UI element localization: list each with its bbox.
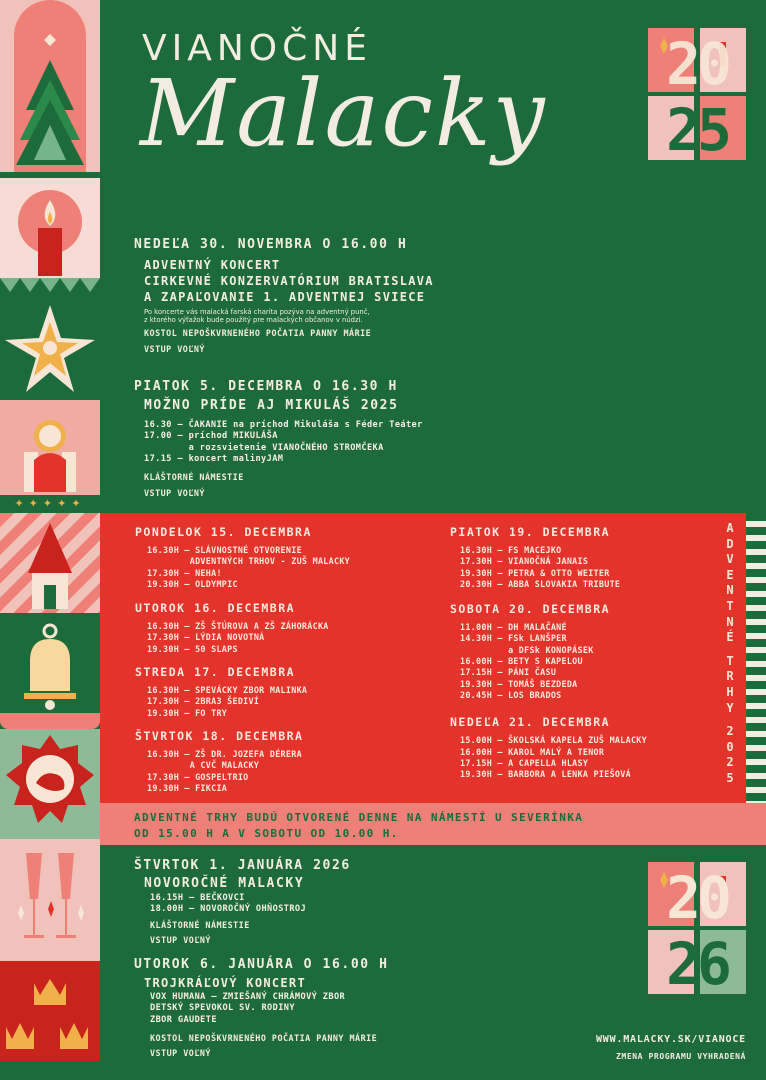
year-top: 20 <box>666 30 728 98</box>
year2-bottom: 26 <box>666 930 728 998</box>
event3-date: ŠTVRTOK 1. JANUÁRA 2026 <box>134 858 351 873</box>
footer-url[interactable]: WWW.MALACKY.SK/VIANOCE <box>595 1034 746 1045</box>
notice-line1: ADVENTNÉ TRHY BUDÚ OTVORENÉ DENNE NA NÁMESTÍ U SEVERÍNKA <box>134 811 584 824</box>
market-item: 17.15H – A CAPELLA HLASY <box>460 757 589 768</box>
market-day: NEDEĽA 21. DECEMBRA <box>450 715 611 730</box>
event1-line2: A ZAPAĽOVANIE 1. ADVENTNEJ SVIECE <box>144 290 426 304</box>
market-item: 17.30H – LÝDIA NOVOTNÁ <box>147 632 265 643</box>
left-decor-strip <box>0 0 100 1080</box>
market-item: 19.30H – 50 SLAPS <box>147 643 238 654</box>
candle-icon <box>0 178 100 278</box>
glasses-tile <box>0 839 100 961</box>
angel-tile <box>0 400 100 495</box>
event4-line: ZBOR GAUDETE <box>150 1014 217 1025</box>
bell-icon <box>0 613 100 713</box>
title-script: Malacky <box>140 60 547 167</box>
vertical-letter: E <box>726 567 734 582</box>
market-item: 17.30H – NEHA! <box>147 567 222 578</box>
market-item: 19.30H – FO TRY <box>147 707 228 718</box>
vertical-letter: N <box>726 583 734 598</box>
event4-title: TROJKRÁĽOVÝ KONCERT <box>144 976 306 990</box>
market-item: 16.30H – ZŠ DR. JOZEFA DÉRERA <box>147 748 302 759</box>
event1-entry: VSTUP VOĽNÝ <box>144 344 205 354</box>
markets-panel <box>100 513 746 803</box>
event2-line: 16.30 – ČAKANIE na príchod Mikuláša s Féder Teáter <box>144 420 423 430</box>
vertical-letter <box>722 646 738 654</box>
crowns-tile <box>0 961 100 1080</box>
market-item: 15.00H – ŠKOLSKÁ KAPELA ZUŠ MALACKY <box>460 735 647 746</box>
vertical-letter: D <box>726 536 734 551</box>
event2-line: a rozsvietenie VIANOČNÉHO STROMČEKA <box>144 442 384 453</box>
event3-line: 18.00H – NOVOROČNÝ OHŇOSTROJ <box>150 904 307 915</box>
event3-title: NOVOROČNÉ MALACKY <box>144 876 305 891</box>
vertical-letter: Y <box>726 700 734 715</box>
market-item: 17.30H – VIANOČNÁ JANAIS <box>460 556 589 567</box>
vertical-letter: A <box>726 521 734 535</box>
market-item: 16.00H – KAROL MALÝ A TENOR <box>460 746 605 757</box>
vertical-letter: R <box>726 669 734 684</box>
champagne-icon <box>0 839 100 961</box>
event3-line: 16.15H – BEČKOVCI <box>150 893 245 903</box>
house-icon <box>0 513 100 613</box>
market-day: STREDA 17. DECEMBRA <box>135 665 296 680</box>
market-item: 19.30H – FIKCIA <box>147 782 228 793</box>
markets-left-col <box>135 525 435 794</box>
market-item: 17.30H – GOSPELTRIO <box>147 771 249 782</box>
market-day: PONDELOK 15. DECEMBRA <box>135 525 312 539</box>
tree-tile <box>0 0 100 172</box>
market-day: SOBOTA 20. DECEMBRA <box>450 602 611 617</box>
market-item: 19.30H – TOMÁŠ BEZDEDA <box>460 678 578 689</box>
market-item: 19.30H – BARBORA A LENKA PIEŠOVÁ <box>460 769 631 780</box>
event4-line: DETSKÝ SPEVOKOL SV. RODINY <box>150 1003 295 1014</box>
market-item: 14.30H – FSk LANŠPER <box>460 633 567 644</box>
market-item: 19.30H – PETRA & OTTO WEITER <box>460 567 610 578</box>
market-item: 16.30H – FS MACEJKO <box>460 545 562 555</box>
event1-title: ADVENTNÝ KONCERT <box>144 258 281 272</box>
market-item: 17.30H – 2BRA3 ŠEDIVÍ <box>147 696 260 707</box>
event4-line: VOX HUMANA – ZMIEŠANÝ CHRÁMOVÝ ZBOR <box>150 992 346 1002</box>
event1-date: NEDEĽA 30. NOVEMBRA O 16.00 H <box>134 237 408 252</box>
stars-row: ✦✦✦✦✦ <box>0 495 100 513</box>
market-item: 17.15H – PÁNI ČASU <box>460 667 557 678</box>
zigzag-divider <box>0 278 100 300</box>
event3-entry: VSTUP VOĽNÝ <box>150 935 211 945</box>
event2-date: PIATOK 5. DECEMBRA O 16.30 H <box>134 379 398 394</box>
markets-right-col <box>450 525 720 780</box>
market-day: UTOROK 16. DECEMBRA <box>135 601 296 616</box>
market-item: 16.00H – BETY S KAPELOU <box>460 656 583 667</box>
dove-tile <box>0 729 100 839</box>
market-item: ADVENTNÝCH TRHOV - ZUŠ MALACKY <box>147 556 351 567</box>
vertical-text <box>722 521 738 787</box>
vertical-letter: H <box>726 684 734 699</box>
market-item: 16.30H – ZŠ ŠTÚROVA A ZŠ ZÁHORÁCKA <box>147 621 329 632</box>
event4-date: UTOROK 6. JANUÁRA O 16.00 H <box>134 957 389 972</box>
market-item: 20.45H – LOS BRADOS <box>460 689 562 700</box>
striped-edge <box>746 513 766 803</box>
market-item: a DFSk KONOPÁSEK <box>460 644 594 655</box>
event2-title: MOŽNO PRÍDE AJ MIKULÁŠ 2025 <box>144 398 399 413</box>
market-item: 20.30H – ABBA SLOVAKIA TRIBUTE <box>460 578 621 589</box>
footer-note: ZMENA PROGRAMU VYHRADENÁ <box>616 1052 746 1061</box>
market-item: 11.00H – DH MALAČANÉ <box>460 622 567 633</box>
vertical-letter: T <box>726 653 734 668</box>
market-day: PIATOK 19. DECEMBRA <box>450 525 611 539</box>
vertical-letter <box>722 716 738 724</box>
event1-line1: CIRKEVNÉ KONZERVATÓRIUM BRATISLAVA <box>144 274 434 288</box>
year-block-2026 <box>648 862 746 998</box>
vertical-letter: 0 <box>726 739 734 754</box>
year2-top: 20 <box>666 864 728 932</box>
vertical-letter: T <box>726 598 734 613</box>
market-item: 19.30H – OLDYMPIC <box>147 578 238 589</box>
tree-icon <box>0 0 100 172</box>
candle-tile <box>0 178 100 278</box>
crown-icon <box>0 961 100 1080</box>
event1-note1: Po koncerte vás malacká farská charita pozýva na adventný punč, <box>144 308 370 316</box>
angel-icon <box>0 400 100 495</box>
title-small: VIANOČNÉ <box>142 28 372 69</box>
event2-entry: VSTUP VOĽNÝ <box>144 488 205 498</box>
event3-lines <box>150 893 306 916</box>
market-item: 16.30H – SPEVÁCKY ZBOR MALINKA <box>147 685 308 696</box>
vertical-letter: É <box>726 630 734 645</box>
event4-venue: KOSTOL NEPOŠKVRNENÉHO POČATIA PANNY MÁRIE <box>150 1033 378 1043</box>
event1-note2: z ktorého výťažok bude použitý pre malackých občanov v núdzi. <box>144 316 363 324</box>
event2-venue: KLÁŠTORNÉ NÁMESTIE <box>144 472 244 482</box>
vertical-letter: N <box>726 614 734 629</box>
event4-lines <box>150 992 345 1026</box>
year-bottom: 25 <box>666 96 728 164</box>
markets-vertical-label <box>722 521 742 801</box>
vertical-letter: 2 <box>726 724 734 739</box>
house-tile <box>0 513 100 613</box>
event2-line: 17.00 – príchod MIKULÁŠA <box>144 431 278 442</box>
event2-line: 17.15 – koncert malinyJAM <box>144 454 284 465</box>
star-tile <box>0 300 100 400</box>
event3-venue: KLÁŠTORNÉ NÁMESTIE <box>150 920 250 930</box>
notice-line2: OD 15.00 H A V SOBOTU OD 10.00 H. <box>134 827 399 840</box>
star-icon <box>0 300 100 400</box>
vertical-letter: 2 <box>726 755 734 770</box>
event4-entry: VSTUP VOĽNÝ <box>150 1048 211 1058</box>
market-item: A CVČ MALACKY <box>147 760 260 771</box>
event2-lines <box>144 420 423 466</box>
notice-band <box>100 803 766 845</box>
vertical-letter: 5 <box>726 770 734 785</box>
year-block-2025 <box>648 28 746 164</box>
market-day: ŠTVRTOK 18. DECEMBRA <box>135 728 304 743</box>
vertical-letter: V <box>726 552 734 567</box>
bell-tile <box>0 613 100 713</box>
event1-venue: KOSTOL NEPOŠKVRNENÉHO POČATIA PANNY MÁRIE <box>144 328 372 338</box>
market-item: 16.30H – SLÁVNOSTNÉ OTVORENIE <box>147 545 302 555</box>
dove-icon <box>0 729 100 839</box>
